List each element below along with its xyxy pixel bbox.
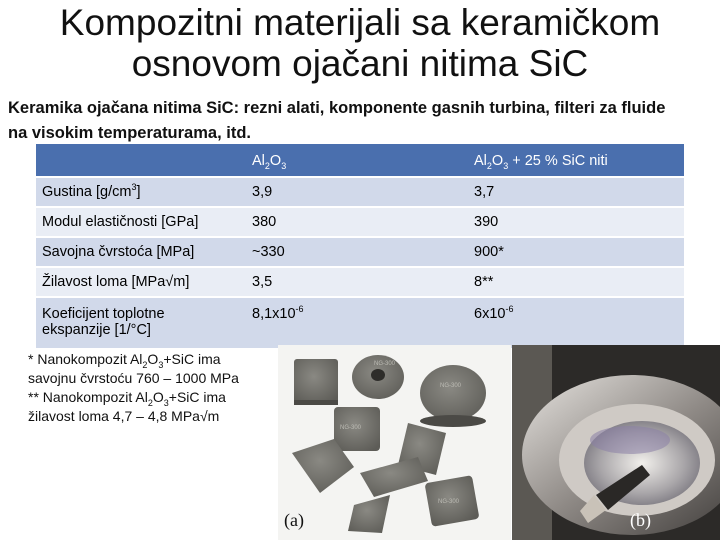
row-label-modulus: Modul elastičnosti [GPa] <box>36 207 246 237</box>
header-cell-al2o3-sic: $Al_2O_3 + 25$ % SiC niti <box>468 144 684 177</box>
slide-title-line-2: osnovom ojačani nitima SiC <box>131 43 589 84</box>
cell-value: 3,9 <box>246 177 468 207</box>
cell-value: 3,7 <box>468 177 684 207</box>
row-label-flexural-strength: Savojna čvrstoća [MPa] <box>36 237 246 267</box>
properties-table <box>36 144 684 350</box>
cell-value: 390 <box>468 207 684 237</box>
table-row <box>36 237 684 267</box>
insert-mark: NG-300 <box>374 361 396 367</box>
square-insert-bottom <box>425 475 480 527</box>
slide-title-line-1: Kompozitni materijali sa keramičkom <box>59 2 661 43</box>
footnote-1-line-1: * Nanokompozit $Al_2O_3+SiC$ ima <box>28 351 221 370</box>
cell-value: $6x10^{-6}$ <box>468 297 684 349</box>
slide-subtitle <box>8 96 713 146</box>
figure-label-b: (b) <box>630 510 651 530</box>
table-row <box>36 267 684 297</box>
cutting-inserts-photo <box>278 345 511 540</box>
cell-value: 3,5 <box>246 267 468 297</box>
slide-title <box>0 2 720 84</box>
turbine-machining-photo <box>512 345 720 540</box>
cell-value: ~330 <box>246 237 468 267</box>
slide-subtitle-line-1: Keramika ojačana nitima SiC: rezni alati, komponente gasnih turbina, filteri za fluide <box>8 99 666 117</box>
cell-value: 900* <box>468 237 684 267</box>
cell-value: $8,1x10^{-6}$ <box>246 297 468 349</box>
table-row <box>36 177 684 207</box>
square-insert-center <box>334 407 380 451</box>
row-label-thermal-expansion: Koeficijent toplotne ekspanzije [1/°C] <box>36 297 246 349</box>
table-header-row <box>36 144 684 177</box>
insert-mark: NG-300 <box>340 425 362 431</box>
insert-mark: NG-300 <box>440 383 462 389</box>
cutting-inserts-illustration <box>278 345 511 540</box>
insert-mark: NG-300 <box>438 499 460 505</box>
slide-subtitle-line-2: na visokim temperaturama, itd. <box>8 124 251 142</box>
footnote-2-line-2: žilavost loma 4,7 – 4,8 MPa√m <box>28 408 220 424</box>
table-row <box>36 297 684 349</box>
figure-label-a: (a) <box>284 510 304 530</box>
footnote-2-line-1: ** Nanokompozit $Al_2O_3+SiC$ ima <box>28 389 226 408</box>
header-cell-al2o3: $Al_2O_3$ <box>246 144 468 177</box>
cell-value: 8** <box>468 267 684 297</box>
table-row <box>36 207 684 237</box>
square-insert <box>294 359 338 405</box>
round-insert-small <box>352 355 404 399</box>
header-cell-empty <box>36 144 246 177</box>
cell-value: 380 <box>246 207 468 237</box>
row-label-fracture-toughness: Žilavost loma [MPa√m] <box>36 267 246 297</box>
row-label-density: Gustina $[g/cm^3]$ <box>36 177 246 207</box>
footnotes <box>28 350 278 426</box>
footnote-1-line-2: savojnu čvrstoću 760 – 1000 MPa <box>28 370 239 386</box>
turning-disc-illustration <box>512 345 720 540</box>
round-insert-large <box>420 365 486 427</box>
